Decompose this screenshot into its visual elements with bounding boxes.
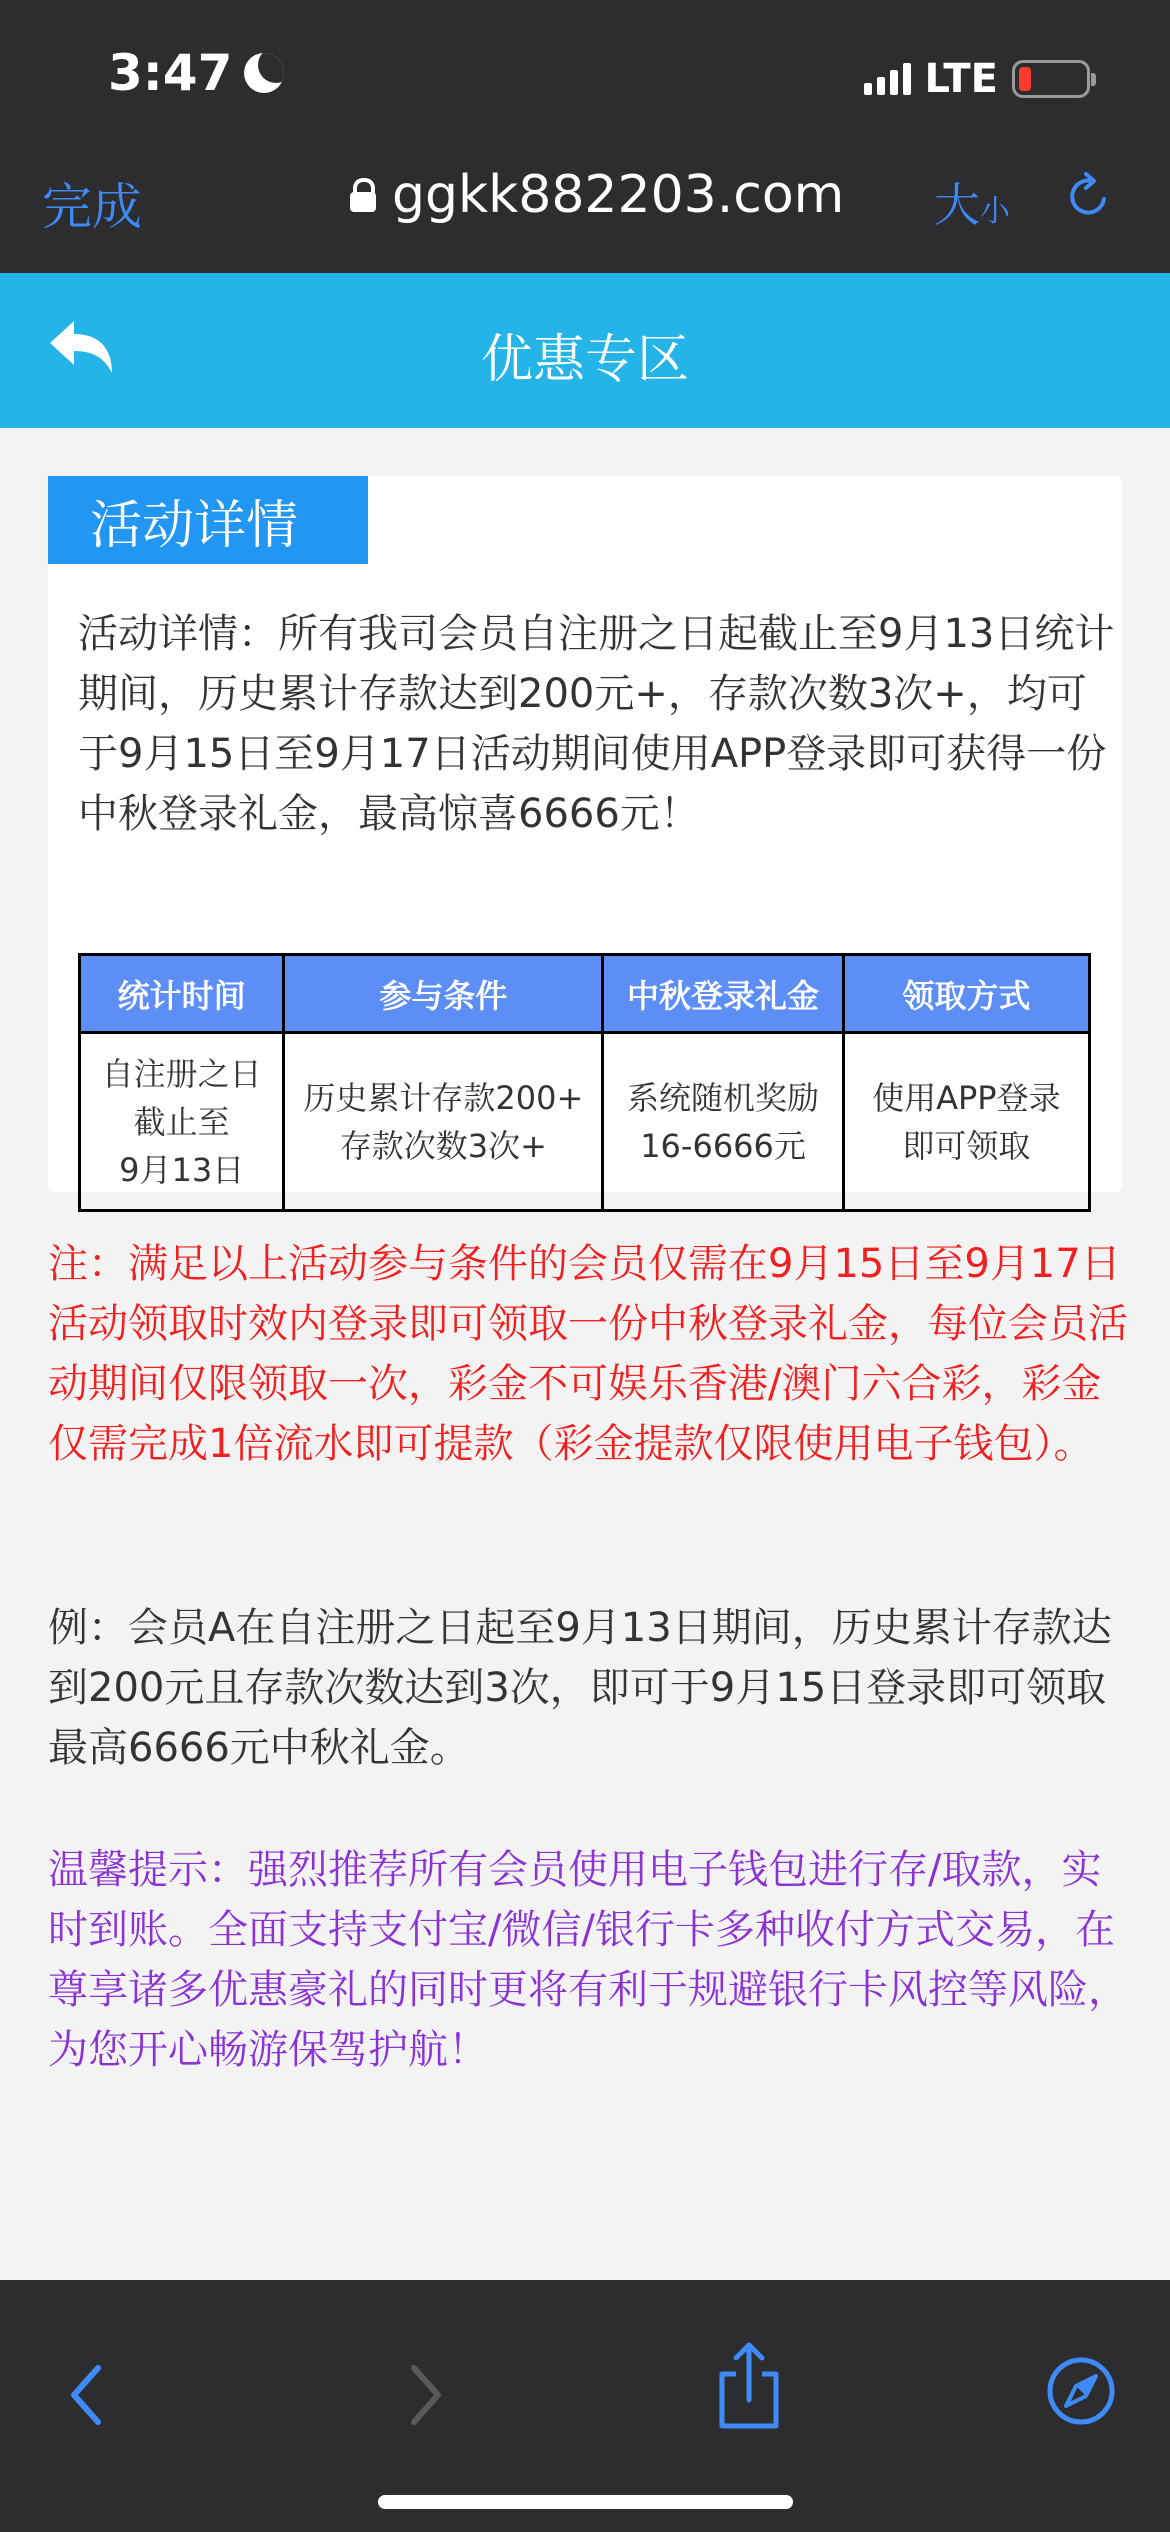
moon-icon bbox=[244, 53, 284, 93]
activity-description: 活动详情：所有我司会员自注册之日起截止至9月13日统计期间，历史累计存款达到200元+，存款次数3次+，均可于9月15日至9月17日活动期间使用APP登录即可获得一份中秋登录礼金，最高惊喜6666元！ bbox=[78, 611, 1115, 837]
table-cell-condition bbox=[284, 1033, 603, 1211]
home-indicator bbox=[378, 2495, 793, 2509]
app-header bbox=[0, 273, 1170, 428]
signal-icon bbox=[864, 63, 911, 95]
table-row bbox=[80, 1033, 1090, 1211]
battery-icon bbox=[1012, 60, 1090, 98]
detail-table bbox=[78, 953, 1091, 1212]
browser-toolbar bbox=[0, 145, 1170, 273]
table-header-row bbox=[80, 955, 1090, 1033]
text-size-big: 大 bbox=[934, 178, 980, 232]
content-area bbox=[0, 428, 1170, 2280]
text-size-button[interactable] bbox=[934, 169, 1010, 235]
table-cell-period bbox=[80, 1033, 284, 1211]
share-icon[interactable] bbox=[714, 2340, 784, 2430]
notice-terms: 注：满足以上活动参与条件的会员仅需在9月15日至9月17日活动领取时效内登录即可领取一份中秋登录礼金，每位会员活动期间仅限领取一次，彩金不可娱乐香港/澳门六合彩，彩金仅需完成1倍流水即可提款（彩金提款仅限使用电子钱包）。 bbox=[48, 1241, 1128, 1467]
network-type: LTE bbox=[924, 56, 998, 102]
table-header-cell: 领取方式 bbox=[843, 955, 1089, 1033]
card-tab: 活动详情 bbox=[48, 476, 368, 564]
compass-icon[interactable] bbox=[1046, 2356, 1116, 2426]
table-cell-bonus bbox=[603, 1033, 843, 1211]
activity-card bbox=[48, 476, 1122, 1192]
table-cell-method bbox=[843, 1033, 1089, 1211]
nav-forward-icon[interactable] bbox=[400, 2360, 450, 2430]
status-time-text: 3:47 bbox=[108, 44, 233, 102]
cell-line: 自注册之日 bbox=[101, 1054, 262, 1093]
table-header-cell: 统计时间 bbox=[80, 955, 284, 1033]
notice-tip: 温馨提示：强烈推荐所有会员使用电子钱包进行存/取款，实时到账。全面支持支付宝/微信/银行卡多种收付方式交易，在尊享诸多优惠豪礼的同时更将有利于规避银行卡风控等风险，为您开心畅游保驾护航！ bbox=[48, 1847, 1128, 2073]
battery-level bbox=[1019, 67, 1031, 91]
cell-line: 16-6666元 bbox=[640, 1126, 806, 1165]
cell-line: 存款次数3次+ bbox=[339, 1126, 547, 1165]
status-indicators bbox=[864, 56, 1090, 102]
lock-icon bbox=[350, 178, 376, 212]
status-time bbox=[108, 44, 284, 102]
page-title: 优惠专区 bbox=[480, 330, 689, 390]
cell-line: 9月13日 bbox=[119, 1150, 245, 1189]
url-bar[interactable] bbox=[350, 165, 844, 225]
done-button[interactable]: 完成 bbox=[42, 178, 142, 236]
notice-example: 例：会员A在自注册之日起至9月13日期间，历史累计存款达到200元且存款次数达到3次，即可于9月15日登录即可领取最高6666元中秋礼金。 bbox=[48, 1605, 1112, 1771]
cell-line: 系统随机奖励 bbox=[627, 1078, 820, 1117]
table-header-cell: 参与条件 bbox=[284, 955, 603, 1033]
cell-line: 使用APP登录 bbox=[872, 1078, 1061, 1117]
reload-icon[interactable] bbox=[1064, 171, 1114, 221]
nav-back-icon[interactable] bbox=[62, 2360, 112, 2430]
cell-line: 历史累计存款200+ bbox=[303, 1078, 584, 1117]
browser-bottom-toolbar bbox=[0, 2280, 1170, 2532]
status-bar bbox=[0, 0, 1170, 145]
cell-line: 即可领取 bbox=[902, 1126, 1031, 1165]
table-header-cell: 中秋登录礼金 bbox=[603, 955, 843, 1033]
cell-line: 截止至 bbox=[133, 1102, 230, 1141]
url-text: ggkk882203.com bbox=[392, 165, 845, 225]
text-size-small: 小 bbox=[980, 194, 1010, 229]
